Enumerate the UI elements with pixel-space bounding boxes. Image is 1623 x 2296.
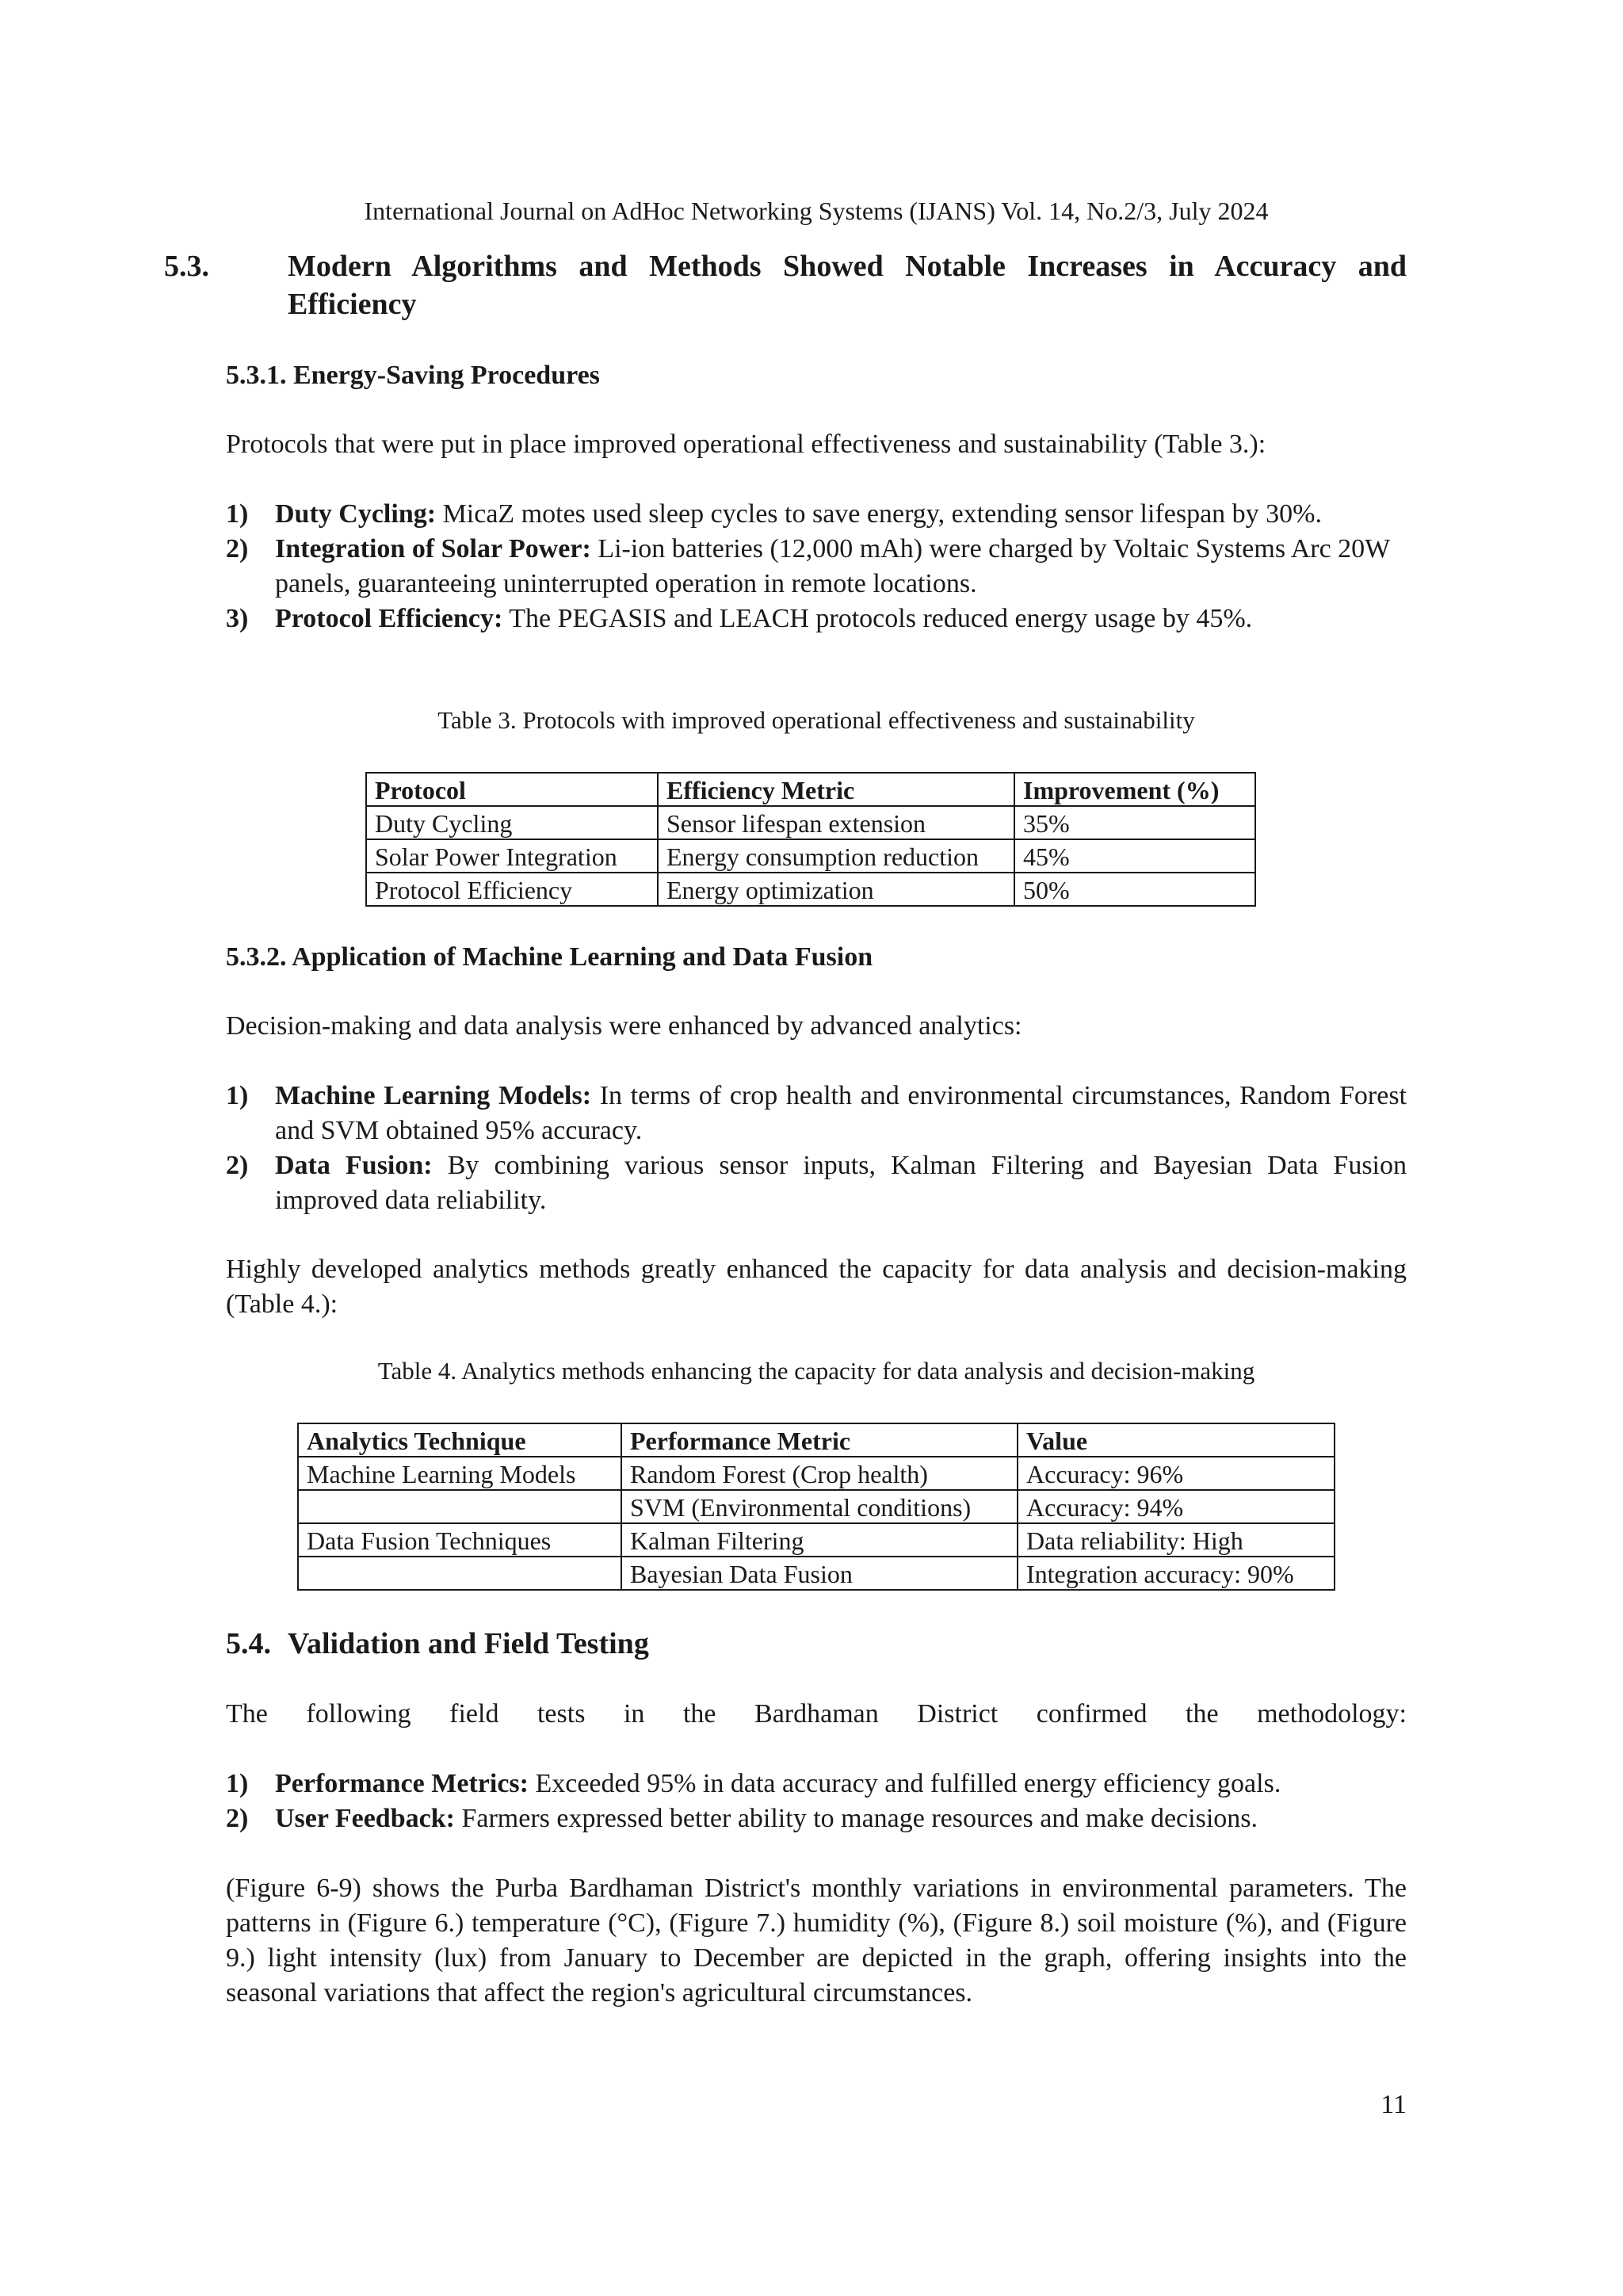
table-cell: 45% <box>1014 839 1255 873</box>
list-text: Farmers expressed better ability to manage resources and make decisions. <box>454 1804 1258 1833</box>
validation-list <box>226 1767 1407 1836</box>
table-cell: 35% <box>1014 806 1255 839</box>
table-row <box>298 1523 1335 1557</box>
section-5-3-title: Modern Algorithms and Methods Showed Notable Increases in Accuracy and Efficiency <box>288 250 1407 321</box>
list-item <box>226 602 1407 636</box>
section-5-3-2-intro: Decision-making and data analysis were enhanced by advanced analytics: <box>226 1011 1022 1041</box>
list-term: Performance Metrics: <box>275 1769 529 1798</box>
section-5-4-title: Validation and Field Testing <box>288 1627 649 1660</box>
list-text: By combining various sensor inputs, Kalman Filtering and Bayesian Data Fusion improved data reliability. <box>275 1151 1407 1215</box>
table-row <box>298 1557 1335 1590</box>
list-text: Exceeded 95% in data accuracy and fulfilled energy efficiency goals. <box>528 1769 1281 1798</box>
table-cell: Data reliability: High <box>1018 1523 1335 1557</box>
list-term: Machine Learning Models: <box>275 1081 592 1110</box>
list-text: In terms of crop health and environmental circumstances, Random Forest and SVM obtained 95% accuracy. <box>275 1081 1407 1145</box>
analytics-list <box>226 1079 1407 1218</box>
section-5-4-closing: (Figure 6-9) shows the Purba Bardhaman District's monthly variations in environmental parameters. The patterns in (Figure 6.) temperature (°C), (Figure 7.) humidity (%), (Figure 8.) soil moisture (%), and (Figure 9.) light intensity (lux) from January to December are depicted in the graph, offering insights into the seasonal variations that affect the region's agricultural circumstances. <box>226 1874 1407 2008</box>
table-3-caption: Table 3. Protocols with improved operational effectiveness and sustainability <box>437 706 1195 734</box>
section-5-4-heading <box>226 1625 1407 1663</box>
list-term: Integration of Solar Power: <box>275 534 591 563</box>
section-5-3-1-intro: Protocols that were put in place improved operational effectiveness and sustainability (Table 3.): <box>226 430 1266 459</box>
table-row <box>366 806 1255 839</box>
table-3 <box>365 772 1256 907</box>
list-marker: 1) <box>226 1769 249 1798</box>
list-text: The PEGASIS and LEACH protocols reduced energy usage by 45%. <box>502 604 1253 633</box>
table-cell: Machine Learning Models <box>298 1457 621 1490</box>
table-cell: Accuracy: 94% <box>1018 1490 1335 1523</box>
table-cell: Solar Power Integration <box>366 839 658 873</box>
table-cell: Kalman Filtering <box>621 1523 1018 1557</box>
energy-saving-list <box>226 497 1407 636</box>
table-cell: Data Fusion Techniques <box>298 1523 621 1557</box>
page-number: 11 <box>1381 2090 1407 2119</box>
table-row <box>366 873 1255 906</box>
table-cell: Accuracy: 96% <box>1018 1457 1335 1490</box>
table-cell: Random Forest (Crop health) <box>621 1457 1018 1490</box>
table-header-cell: Protocol <box>366 773 658 806</box>
table-cell <box>298 1557 621 1590</box>
table-header-row <box>298 1423 1335 1457</box>
list-term: Data Fusion: <box>275 1151 433 1180</box>
list-item <box>226 1801 1407 1836</box>
table-4 <box>297 1423 1335 1591</box>
list-item <box>226 1148 1407 1218</box>
section-5-4-intro: The following field tests in the Bardhaman District confirmed the methodology: <box>226 1699 1407 1729</box>
list-text: Li-ion batteries (12,000 mAh) were charged by Voltaic Systems Arc 20W panels, guaranteeing uninterrupted operation in remote locations. <box>275 534 1390 598</box>
list-item <box>226 532 1407 602</box>
table-cell: Sensor lifespan extension <box>658 806 1014 839</box>
table-cell: Energy optimization <box>658 873 1014 906</box>
section-5-3-2-outro: Highly developed analytics methods greatly enhanced the capacity for data analysis and decision-making (Table 4.): <box>226 1255 1407 1319</box>
table-header-cell: Performance Metric <box>621 1423 1018 1457</box>
paper-page <box>164 0 1407 2296</box>
table-cell: Integration accuracy: 90% <box>1018 1557 1335 1590</box>
journal-header: International Journal on AdHoc Networking Systems (IJANS) Vol. 14, No.2/3, July 2024 <box>364 197 1269 225</box>
list-marker: 2) <box>226 1804 249 1833</box>
table-cell: Energy consumption reduction <box>658 839 1014 873</box>
table-cell: SVM (Environmental conditions) <box>621 1490 1018 1523</box>
table-cell: 50% <box>1014 873 1255 906</box>
list-marker: 2) <box>226 534 249 563</box>
table-4-caption: Table 4. Analytics methods enhancing the capacity for data analysis and decision-making <box>377 1357 1255 1385</box>
table-row <box>298 1490 1335 1523</box>
list-item <box>226 1079 1407 1148</box>
section-5-4-number: 5.4. <box>226 1627 271 1660</box>
section-5-3-heading <box>164 247 1407 323</box>
list-marker: 2) <box>226 1151 249 1180</box>
table-cell: Duty Cycling <box>366 806 658 839</box>
list-term: Duty Cycling: <box>275 499 437 529</box>
list-text: MicaZ motes used sleep cycles to save energy, extending sensor lifespan by 30%. <box>436 499 1322 529</box>
section-5-3-1-heading: 5.3.1. Energy-Saving Procedures <box>226 361 600 390</box>
table-header-cell: Value <box>1018 1423 1335 1457</box>
table-row <box>298 1457 1335 1490</box>
section-5-3-number: 5.3. <box>164 250 209 283</box>
table-header-cell: Efficiency Metric <box>658 773 1014 806</box>
table-header-cell: Analytics Technique <box>298 1423 621 1457</box>
table-cell: Protocol Efficiency <box>366 873 658 906</box>
table-header-row <box>366 773 1255 806</box>
section-5-3-2-heading: 5.3.2. Application of Machine Learning and Data Fusion <box>226 942 873 972</box>
table-header-cell: Improvement (%) <box>1014 773 1255 806</box>
list-marker: 3) <box>226 604 249 633</box>
list-marker: 1) <box>226 499 249 529</box>
list-item <box>226 497 1407 532</box>
list-term: User Feedback: <box>275 1804 455 1833</box>
table-cell: Bayesian Data Fusion <box>621 1557 1018 1590</box>
table-row <box>366 839 1255 873</box>
list-term: Protocol Efficiency: <box>275 604 503 633</box>
list-item <box>226 1767 1407 1801</box>
table-cell <box>298 1490 621 1523</box>
list-marker: 1) <box>226 1081 249 1110</box>
